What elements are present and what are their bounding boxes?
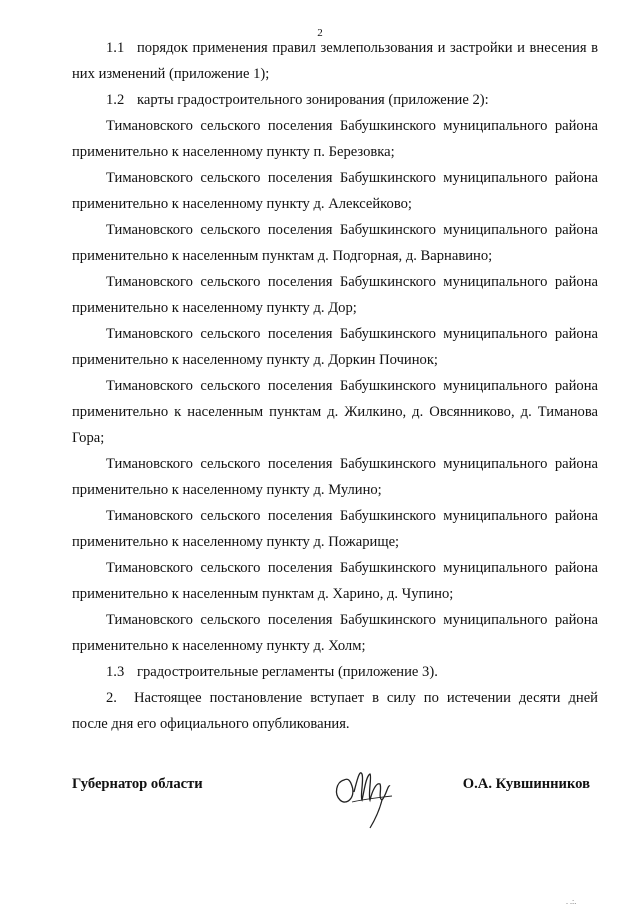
paragraph <box>72 113 598 165</box>
paragraph-text: Тимановского сельского поселения Бабушкинского муниципального района применительно к населенному пункту п. Березовка; <box>72 118 598 160</box>
page-number: 2 <box>317 27 323 39</box>
paragraph <box>72 217 598 269</box>
paragraph-text: порядок применения правил землепользования и застройки и внесения в них изменений (приложение 1); <box>72 40 598 82</box>
paragraph-text: Тимановского сельского поселения Бабушкинского муниципального района применительно к населенному пункту д. Пожарище; <box>72 508 598 550</box>
paragraph-text: Тимановского сельского поселения Бабушкинского муниципального района применительно к населенному пункту д. Холм; <box>72 612 598 654</box>
scan-mark: . .:. <box>566 897 577 906</box>
paragraph-text: Тимановского сельского поселения Бабушкинского муниципального района применительно к населенному пункту д. Доркин Починок; <box>72 326 598 368</box>
paragraph-number: 1.2 <box>106 92 125 108</box>
paragraph-text: градостроительные регламенты (приложение 3). <box>137 664 438 680</box>
paragraph <box>72 165 598 217</box>
paragraph-text: Тимановского сельского поселения Бабушкинского муниципального района применительно к населенным пунктам д. Подгорная, д. Варнавино; <box>72 222 598 264</box>
numbered-paragraph <box>72 685 598 737</box>
signatory-name: О.А. Кувшинников <box>462 776 590 792</box>
numbered-paragraph <box>72 87 598 113</box>
handwritten-signature <box>330 762 410 832</box>
paragraph <box>72 607 598 659</box>
paragraph <box>72 503 598 555</box>
paragraph <box>72 373 598 451</box>
paragraph-text: Тимановского сельского поселения Бабушкинского муниципального района применительно к населенному пункту д. Мулино; <box>72 456 598 498</box>
paragraph-number: 2. <box>106 690 117 706</box>
paragraph-text: Тимановского сельского поселения Бабушкинского муниципального района применительно к населенному пункту д. Алексейково; <box>72 170 598 212</box>
paragraph-text: Тимановского сельского поселения Бабушкинского муниципального района применительно к населенному пункту д. Дор; <box>72 274 598 316</box>
paragraph <box>72 321 598 373</box>
paragraph <box>72 555 598 607</box>
paragraph <box>72 269 598 321</box>
paragraph-text: Настоящее постановление вступает в силу по истечении десяти дней после дня его официального опубликования. <box>72 690 598 732</box>
paragraph-text: карты градостроительного зонирования (приложение 2): <box>137 92 489 108</box>
document-body <box>72 35 598 737</box>
paragraph-text: Тимановского сельского поселения Бабушкинского муниципального района применительно к населенным пунктам д. Жилкино, д. Овсянниково, д. Тиманова Гора; <box>72 378 598 446</box>
numbered-paragraph <box>72 659 598 685</box>
paragraph-number: 1.3 <box>106 664 125 680</box>
numbered-paragraph <box>72 35 598 87</box>
paragraph-text: Тимановского сельского поселения Бабушкинского муниципального района применительно к населенным пунктам д. Харино, д. Чупино; <box>72 560 598 602</box>
signatory-title: Губернатор области <box>72 776 203 792</box>
paragraph-number: 1.1 <box>106 40 125 56</box>
signature-block <box>72 772 598 802</box>
paragraph <box>72 451 598 503</box>
